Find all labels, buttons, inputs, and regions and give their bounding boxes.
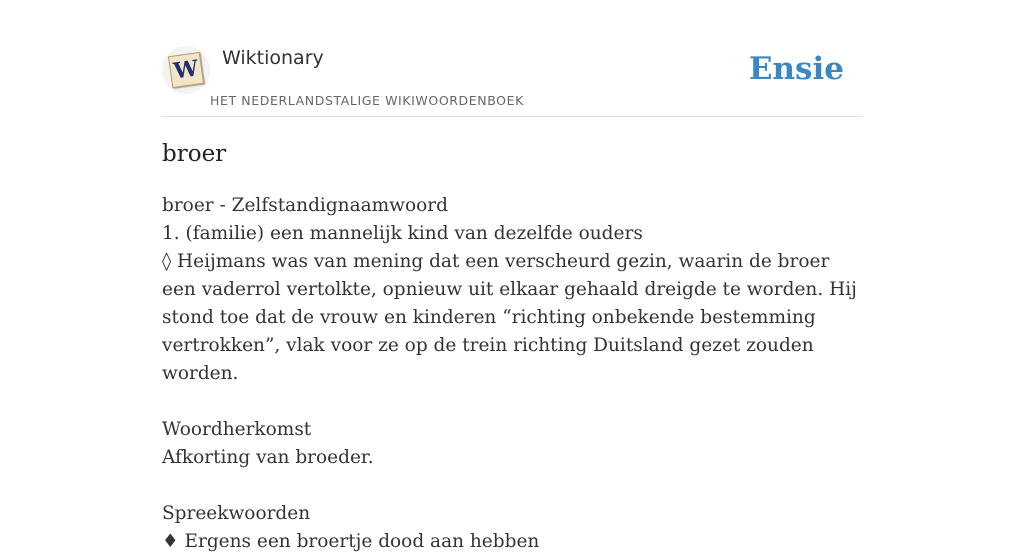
ensie-brand-link[interactable]: Ensie	[748, 51, 844, 87]
logo-tile	[168, 52, 204, 88]
spacer	[162, 472, 862, 500]
proverbs-heading: Spreekwoorden	[162, 503, 311, 524]
site-tagline: HET NEDERLANDSTALIGE WIKIWOORDENBOEK	[210, 93, 524, 108]
site-header	[162, 40, 862, 117]
etymology-text: Afkorting van broeder.	[162, 447, 374, 468]
entry-heading: broer - Zelfstandignaamwoord	[162, 195, 448, 216]
proverb-item: ♦ Ergens een broertje dood aan hebben	[162, 531, 540, 552]
site-name[interactable]: Wiktionary	[222, 47, 324, 69]
page-title: broer	[162, 141, 227, 167]
etymology-heading: Woordherkomst	[162, 419, 312, 440]
spacer	[162, 388, 862, 416]
definition-text: 1. (familie) een mannelijk kind van dezelfde ouders	[162, 223, 643, 244]
wiktionary-logo-icon[interactable]	[162, 46, 210, 94]
entry-content	[162, 192, 862, 556]
logo-letter: W	[171, 55, 201, 85]
example-text: ◊ Heijmans was van mening dat een verscheurd gezin, waarin de broer een vaderrol vertolkte, opnieuw uit elkaar gehaald dreigde te worden. Hij stond toe dat de vrouw en kinderen “richting onbekende bestemming vertrokken”, vlak voor ze op de trein richting Duitsland gezet zouden worden.	[162, 251, 857, 384]
